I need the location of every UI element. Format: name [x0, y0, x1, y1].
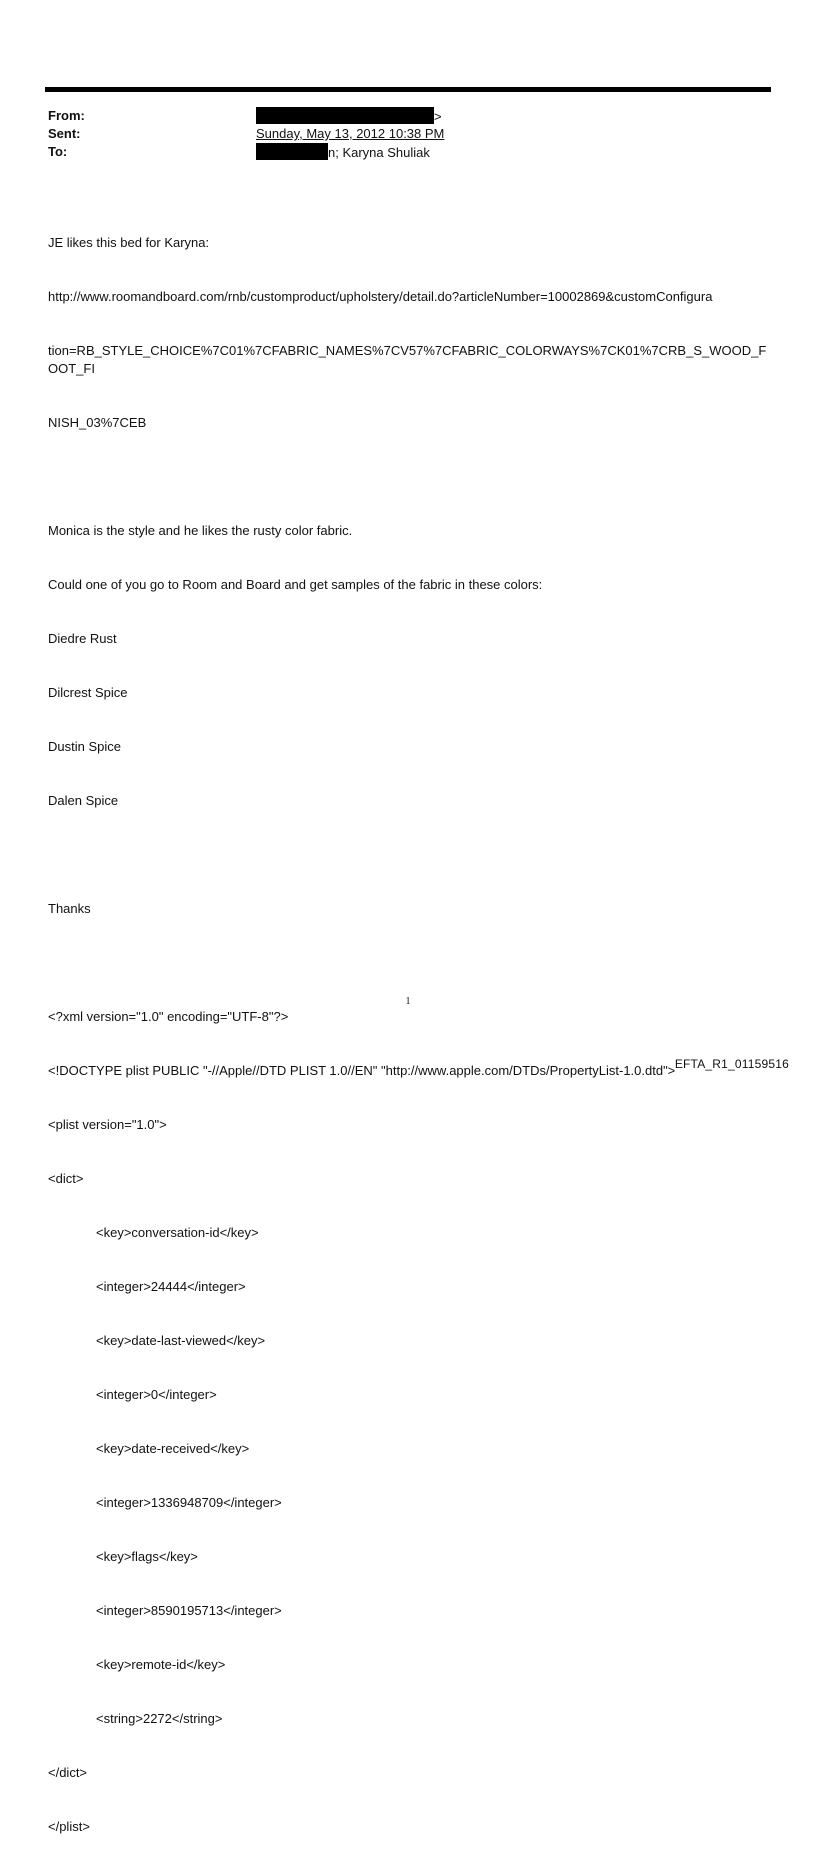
dict-entry: <string>2272</string>	[96, 1711, 223, 1726]
sent-date: Sunday, May 13, 2012 10:38 PM	[256, 126, 445, 141]
color-item: Diedre Rust	[48, 631, 117, 646]
from-value	[256, 107, 442, 126]
dict-entry: <integer>24444</integer>	[96, 1279, 246, 1294]
to-label: To:	[48, 144, 68, 159]
to-value-text: n; Karyna Shuliak	[328, 145, 430, 160]
sent-value	[256, 125, 444, 143]
color-item: Dalen Spice	[48, 793, 119, 808]
to-redaction	[256, 143, 328, 160]
page-number: 1	[405, 996, 411, 1007]
color-item: Dilcrest Spice	[48, 685, 128, 700]
sent-label: Sent:	[48, 126, 81, 141]
from-value-suffix: >	[434, 109, 442, 124]
from-redaction	[256, 107, 434, 124]
url-line-3[interactable]: NISH_03%7CEB	[48, 415, 147, 430]
dict-open: <dict>	[48, 1171, 84, 1186]
header-rule	[45, 87, 771, 92]
dict-entry: <key>conversation-id</key>	[96, 1225, 259, 1240]
blank-line	[48, 954, 773, 972]
url-line-2[interactable]: tion=RB_STYLE_CHOICE%7C01%7CFABRIC_NAMES%7CV57%7CFABRIC_COLORWAYS%7CK01%7CRB_S_WOOD_FOOT_FI	[48, 343, 767, 376]
dict-entry: <key>date-last-viewed</key>	[96, 1333, 266, 1348]
from-label: From:	[48, 108, 85, 123]
xml-declaration: <?xml version="1.0" encoding="UTF-8"?>	[48, 1009, 289, 1024]
blank-line	[48, 468, 773, 486]
dict-entry: <integer>0</integer>	[96, 1387, 217, 1402]
to-value	[256, 143, 430, 162]
dict-entry: <key>remote-id</key>	[96, 1657, 226, 1672]
dict-entry: <integer>8590195713</integer>	[96, 1603, 282, 1618]
request-line: Could one of you go to Room and Board and get samples of the fabric in these colors:	[48, 577, 543, 592]
thanks-line: Thanks	[48, 901, 91, 916]
doctype-line: <!DOCTYPE plist PUBLIC "-//Apple//DTD PLIST 1.0//EN" "http://www.apple.com/DTDs/PropertyList-1.0.dtd">	[48, 1063, 676, 1078]
url-line-1[interactable]: http://www.roomandboard.com/rnb/customproduct/upholstery/detail.do?articleNumber=10002869&customConfigura	[48, 289, 713, 304]
bates-number: EFTA_R1_01159516	[674, 1057, 789, 1071]
email-body	[48, 198, 773, 1854]
color-item: Dustin Spice	[48, 739, 121, 754]
intro-line: JE likes this bed for Karyna:	[48, 235, 210, 250]
dict-entry: <key>flags</key>	[96, 1549, 198, 1564]
plist-open: <plist version="1.0">	[48, 1117, 167, 1132]
style-line: Monica is the style and he likes the rusty color fabric.	[48, 523, 353, 538]
blank-line	[48, 846, 773, 864]
dict-close: </dict>	[48, 1765, 88, 1780]
dict-entry: <integer>1336948709</integer>	[96, 1495, 282, 1510]
plist-close: </plist>	[48, 1819, 90, 1834]
dict-entry: <key>date-received</key>	[96, 1441, 250, 1456]
